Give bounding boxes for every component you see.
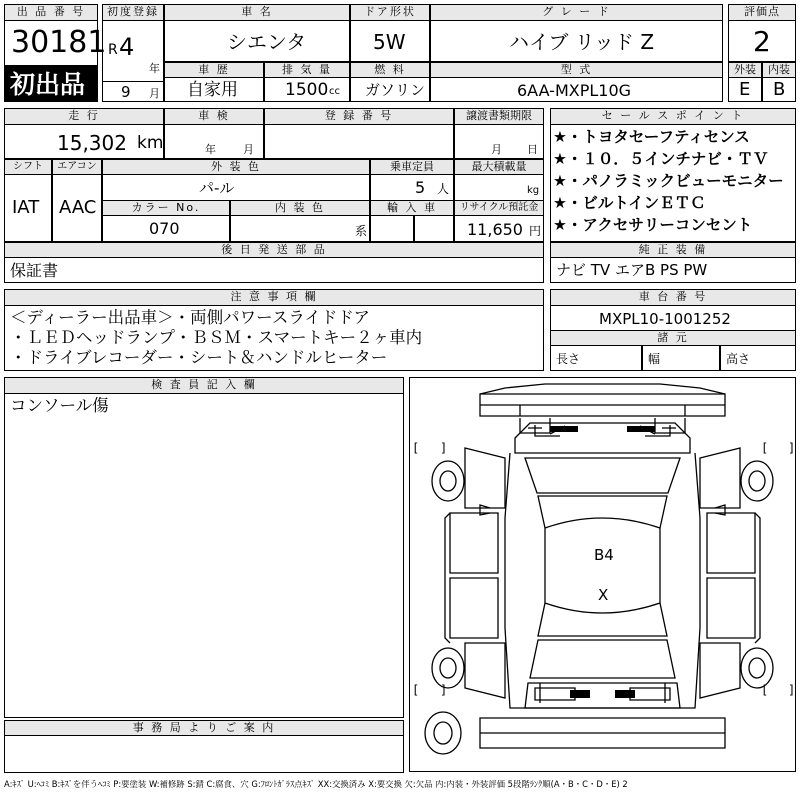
notes-line-1: ＜ディーラー出品車＞・両側パワースライドドア [10, 308, 370, 327]
mileage-header: 走 行 [4, 108, 164, 125]
ac-header: エアコン [52, 159, 102, 175]
legend-text: A:ｷｽﾞ U:ﾍｺﾐ B:ｷｽﾞを伴うﾍｺﾐ P:要塗装 W:補修跡 S:錆 C:腐食、穴 G:ﾌﾛﾝﾄｶﾞﾗｽ点ｷｽﾞ XX:交換済み X:要交換 欠:欠品 内:内装・外装評価 5段階ﾗﾝｸ順(A・B・C・D・E) 2 [4, 780, 628, 789]
height-label: 高さ [726, 352, 751, 366]
grade-cell [430, 20, 723, 62]
inspector-box [4, 393, 404, 718]
door-type-header: ドア形状 [350, 4, 430, 21]
car-name-cell [164, 20, 350, 62]
capacity-unit: 人 [437, 182, 450, 196]
displacement-unit: cc [329, 86, 340, 97]
recycle-cell [454, 215, 544, 242]
bracket-left-front: [ [412, 441, 420, 455]
max-load-cell [454, 174, 544, 201]
color-no-cell [102, 215, 230, 242]
import-cell-a [370, 215, 414, 242]
bracket-right-rear-r: ] [788, 683, 796, 697]
reg-month: 9 [121, 83, 131, 101]
plate-cell [264, 124, 454, 159]
ext-color: パ-ル [199, 179, 235, 197]
first-listing-badge [4, 66, 98, 102]
transfer-deadline-cell [454, 124, 544, 159]
displacement-header: 排 気 量 [264, 62, 350, 78]
office-header: 事 務 局 よ り ご 案 内 [4, 720, 404, 736]
inspector-header: 検 査 員 記 入 欄 [4, 377, 404, 394]
score: 2 [753, 25, 771, 58]
reg-month-cell [102, 81, 164, 102]
exterior-grade-header: 外装 [728, 62, 762, 78]
sales-point-4: ★・ビルトインＥＴＣ [553, 194, 706, 212]
later-parts-header: 後 日 発 送 部 品 [4, 242, 544, 258]
length-label: 長さ [556, 352, 581, 366]
door-type-cell [350, 20, 430, 62]
score-cell [728, 20, 796, 62]
model-cell [430, 77, 723, 102]
notes-header: 注 意 事 項 欄 [4, 289, 544, 306]
reg-era: R [108, 42, 118, 58]
shift: IAT [12, 197, 40, 218]
model-header: 型 式 [430, 62, 723, 78]
bracket-right-rear: ] [440, 683, 448, 697]
bracket-left-rear-r: [ [761, 683, 769, 697]
width-cell [642, 345, 720, 371]
length-cell [550, 345, 642, 371]
fuel-header: 燃 料 [350, 62, 430, 78]
interior-grade-cell [762, 77, 796, 102]
inspection-cell [164, 124, 264, 159]
mileage-unit: km [137, 133, 164, 153]
int-color-unit: 系 [355, 224, 368, 238]
width-label: 幅 [648, 352, 661, 366]
import-cell-b [414, 215, 454, 242]
chassis-header: 車 台 番 号 [550, 289, 796, 306]
plate-header: 登 録 番 号 [264, 108, 454, 125]
first-listing-text: 初出品 [10, 70, 86, 99]
recycle-header: リサイクル預託金 [454, 200, 544, 216]
inspector-note: コンソール傷 [10, 396, 109, 415]
car-name: シエンタ [227, 30, 307, 54]
recycle-amount: 11,650 [467, 220, 523, 239]
notes-line-3: ・ドライブレコーダー・シート＆ハンドルヒーター [10, 348, 388, 367]
notes-box [4, 305, 544, 371]
lot-number-header: 出 品 番 号 [4, 4, 98, 21]
interior-grade: B [773, 79, 786, 100]
reg-year-unit: 年 [149, 62, 160, 75]
chassis-cell [550, 305, 796, 331]
score-header: 評価点 [728, 4, 796, 21]
sales-point-1: ★・トヨタセーフティセンス [553, 128, 750, 146]
sales-points-box [550, 124, 796, 242]
bracket-left-rear: [ [412, 683, 420, 697]
chassis-number: MXPL10-1001252 [599, 310, 731, 328]
sales-points-header: セ ー ル ス ポ イ ン ト [550, 108, 796, 125]
shift-cell [4, 174, 52, 242]
sales-point-2: ★・１０．５インチナビ・ＴＶ [553, 150, 769, 168]
dims-header: 諸 元 [550, 330, 796, 346]
history-header: 車 歴 [164, 62, 264, 78]
reg-month-unit: 月 [149, 87, 160, 100]
color-no-header: カラー No. [102, 200, 230, 216]
capacity: 5 [415, 178, 426, 197]
transfer-day-unit: 日 [527, 143, 538, 156]
lot-number: 30181 [11, 25, 107, 60]
mileage-cell [4, 124, 164, 159]
fuel-cell [350, 77, 430, 102]
damage-mark-x: X [598, 586, 609, 604]
damage-mark-b4: B4 [594, 546, 614, 564]
capacity-cell [370, 174, 454, 201]
bracket-right-front: ] [440, 441, 448, 455]
transfer-deadline-header: 譲渡書類期限 [454, 108, 544, 125]
equipment-header: 純 正 装 備 [550, 242, 796, 258]
car-name-header: 車 名 [164, 4, 350, 21]
grade: ハイブ リッド Z [509, 30, 655, 54]
bracket-right-front-r: ] [788, 441, 796, 455]
model: 6AA-MXPL10G [517, 81, 632, 100]
ext-color-cell [102, 174, 370, 201]
int-color-cell [230, 215, 370, 242]
equipment-cell [550, 257, 796, 283]
transfer-month-unit: 月 [491, 143, 502, 156]
lot-number-cell [4, 20, 107, 66]
color-no: 070 [149, 219, 180, 238]
history: 自家用 [187, 80, 238, 100]
ac: AAC [59, 197, 97, 218]
interior-grade-header: 内装 [762, 62, 796, 78]
shift-header: シフト [4, 159, 52, 175]
load-unit: kg [527, 185, 540, 196]
inspection-month-unit: 月 [243, 143, 254, 156]
sales-point-5: ★・アクセサリーコンセント [553, 216, 753, 234]
height-cell [720, 345, 796, 371]
later-parts: 保証書 [10, 261, 59, 280]
sales-point-3: ★・パノラミックビューモニター [553, 172, 784, 190]
displacement-cell [264, 77, 350, 102]
ext-color-header: 外 装 色 [102, 159, 370, 175]
door-type: 5W [373, 30, 406, 54]
inspection-header: 車 検 [164, 108, 264, 125]
max-load-header: 最大積載量 [454, 159, 544, 175]
exterior-grade-cell [728, 77, 762, 102]
equipment: ナビ TV エアB PS PW [556, 261, 708, 279]
int-color-header: 内 装 色 [230, 200, 370, 216]
first-registration-header: 初度登録 [102, 4, 164, 21]
import-header: 輸 入 車 [370, 200, 454, 216]
displacement: 1500 [285, 80, 329, 100]
fuel: ガソリン [365, 81, 426, 99]
exterior-grade: E [739, 79, 751, 100]
grade-header: グ レ ー ド [430, 4, 723, 21]
recycle-unit: 円 [529, 224, 542, 238]
office-box [4, 735, 404, 773]
notes-line-2: ・ＬＥＤヘッドランプ・ＢＳＭ・スマートキー２ヶ車内 [10, 328, 423, 347]
car-damage-diagram [409, 377, 796, 772]
history-cell [164, 77, 264, 102]
first-registration-cell [102, 20, 164, 82]
inspection-year-unit: 年 [205, 143, 216, 156]
car-outline-icon [410, 378, 795, 771]
mileage: 15,302 [57, 131, 127, 155]
ac-cell [52, 174, 102, 242]
reg-year: 4 [119, 33, 135, 61]
capacity-header: 乗車定員 [370, 159, 454, 175]
later-parts-cell [4, 257, 544, 283]
bracket-left-front-r: [ [761, 441, 769, 455]
